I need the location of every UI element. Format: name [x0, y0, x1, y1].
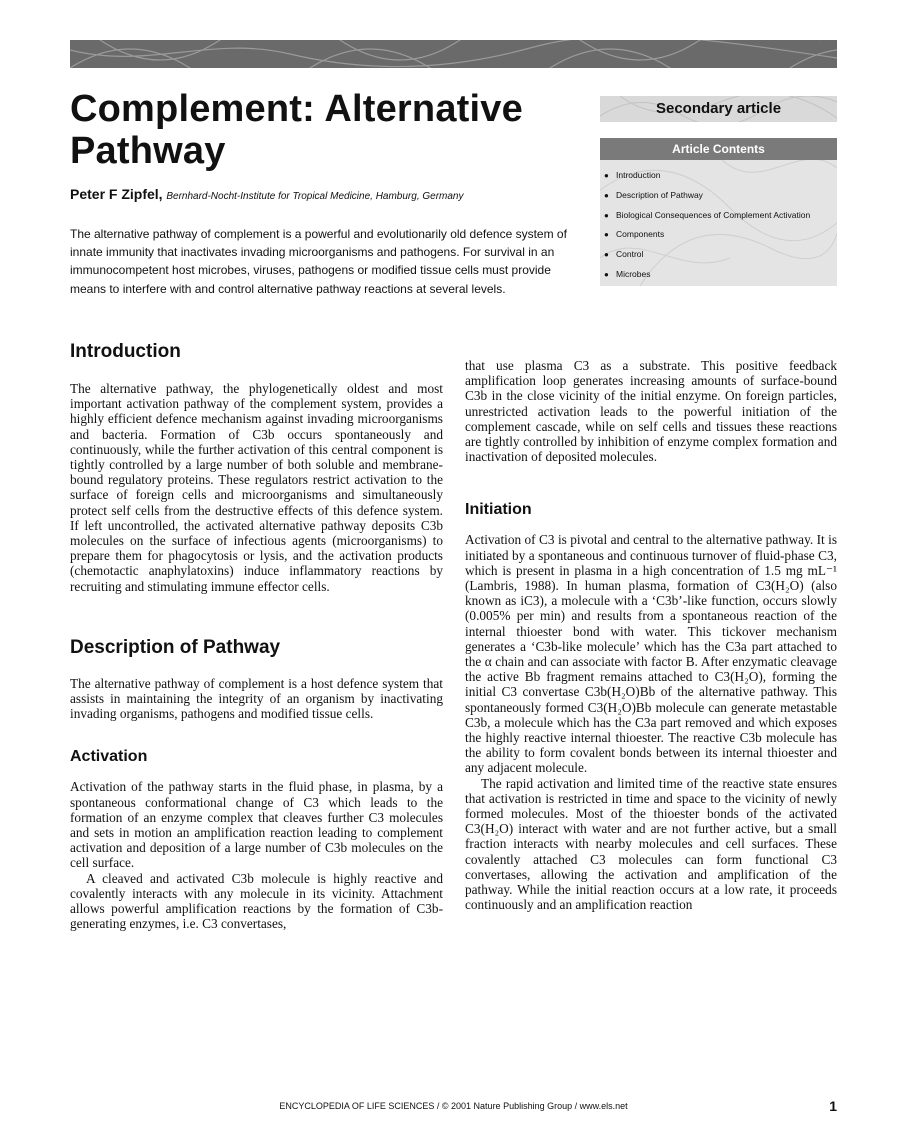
- page-footer: [70, 1098, 837, 1118]
- contents-item[interactable]: [600, 206, 837, 226]
- subsection-heading-activation: Activation: [70, 748, 148, 766]
- bullet-icon: ●: [604, 269, 609, 279]
- contents-item[interactable]: [600, 186, 837, 206]
- contents-item-label: Biological Consequences of Complement Activation: [616, 209, 811, 220]
- author-name: Peter F Zipfel,: [70, 186, 163, 202]
- description-paragraph: The alternative pathway of complement is a host defence system that assists in maintaining the integrity of an organism by inactivating invading organisms, pathogens and modified tissue cells.: [70, 675, 443, 722]
- contents-item[interactable]: [600, 166, 837, 186]
- subsection-heading-initiation: Initiation: [465, 501, 532, 519]
- footer-citation: ENCYCLOPEDIA OF LIFE SCIENCES / © 2001 Nature Publishing Group / www.els.net: [279, 1101, 628, 1111]
- article-type-label: Secondary article: [655, 100, 782, 117]
- author-line: [70, 186, 464, 202]
- bullet-icon: ●: [604, 190, 609, 200]
- section-heading-description: Description of Pathway: [70, 636, 281, 658]
- initiation-paragraph-1: Activation of C3 is pivotal and central to the alternative pathway. It is initiated by a spontaneous and continuous turnover of fluid-phase C3, which is present in plasma in a high concentration of 1.5 mg mL⁻¹ (Lambris, 1988). In human plasma, formation of C3(H₂O) (also known as iC3), a molecule with a ‘C3b’-like function, occurs slowly (0.005% per min) and results from a spontaneous reaction of the internal thioester bond with water. This tickover mechanism generates a ‘C3b-like molecule’ which has the C3a part attached to the α chain and can associate with factor B. After enzymatic cleavage the active Bb fragment remains attached to C3(H₂O), forming the initial C3 convertase C3b(H₂O)Bb of the alternative pathway. This spontaneously formed C3(H₂O)Bb molecule can generate metastable C3b, a molecule which has the C3a part removed and which exposes the highly reactive internal thioester. The reactive C3b molecule has the ability to form covalent bonds between its internal thioester and any adjacent molecule.: [465, 532, 837, 776]
- contents-item-label: Description of Pathway: [616, 189, 703, 200]
- bullet-icon: ●: [604, 230, 609, 240]
- contents-item-label: Microbes: [616, 268, 651, 279]
- introduction-paragraph: The alternative pathway, the phylogenetically oldest and most important activation pathway of the complement system, provides a highly efficient defence mechanism against invading microorganisms and bacteria. Formation of C3b occurs spontaneously and continuously, while the further activation of this central component is tightly controlled by a large number of both soluble and membrane-bound regulatory proteins. These regulators restrict activation to the surface of foreign cells and microorganisms and simultaneously protect self cells from the destructive effects of this defence system. If left uncontrolled, the activated alternative pathway deposits C3b molecules on the surface of infectious agents (microorganisms) to prepare them for phagocytosis or lysis, and the activation products (chemotactic anaphylatoxins) induce inflammatory reactions by recruiting and stimulating immune effector cells.: [70, 381, 443, 594]
- activation-paragraph-2: A cleaved and activated C3b molecule is highly reactive and covalently interacts with any molecule in its vicinity. Attachment allows powerful amplification reactions by the formation of C3b-generating enzymes, i.e. C3 convertases,: [70, 870, 443, 932]
- contents-item[interactable]: [600, 245, 837, 265]
- left-column: [70, 340, 443, 931]
- banner-pattern: [70, 40, 837, 68]
- bullet-icon: ●: [604, 210, 609, 220]
- contents-item-label: Components: [616, 229, 665, 240]
- bullet-icon: ●: [604, 250, 609, 260]
- article-contents-box: [600, 138, 837, 286]
- initiation-paragraph-2: The rapid activation and limited time of the reactive state ensures that activation is restricted in time and space to the vicinity of newly formed molecules. Most of the thioester bonds of the activated C3(H₂O) interact with water and are not further active, but a small fraction interacts with nearby molecules and cell surfaces. These covalently attached C3 molecules can form functional C3 convertases, allowing the activation and amplification of the pathway. While the initial reaction occurs at a low rate, it proceeds continuously and an amplification reaction: [465, 775, 837, 913]
- bullet-icon: ●: [604, 171, 609, 180]
- article-title: Complement: Alternative Pathway: [70, 88, 523, 172]
- decorative-banner: [70, 40, 837, 68]
- activation-paragraph-1: Activation of the pathway starts in the fluid phase, in plasma, by a spontaneous conformational change of C3 which leads to the formation of an enzyme complex that cleaves further C3 molecules and sets in motion an amplification reaction leading to complement activation and deposition of a large number of C3b molecules on the cell surface.: [70, 779, 443, 871]
- article-sidebar: [600, 96, 837, 286]
- contents-item[interactable]: [600, 265, 837, 285]
- contents-heading: Article Contents: [600, 138, 837, 160]
- contents-item-label: Control: [616, 249, 644, 260]
- author-affiliation: Bernhard-Nocht-Institute for Tropical Medicine, Hamburg, Germany: [166, 191, 464, 202]
- activation-paragraph-3: that use plasma C3 as a substrate. This positive feedback amplification loop generates increasing amounts of surface-bound C3b in the close vicinity of the initial enzyme. On foreign particles, unrestricted activation leads to the powerful initiation of the complement cascade, while on self cells and tissues these reactions are tightly controlled by inhibition of enzyme complex formation and inactivation of deposited molecules.: [465, 358, 837, 465]
- contents-item[interactable]: [600, 225, 837, 245]
- contents-list: [600, 166, 837, 285]
- page-number: 1: [829, 1098, 837, 1114]
- contents-item-label: Introduction: [616, 170, 661, 180]
- right-column: [465, 358, 837, 913]
- article-type-banner: [600, 96, 837, 122]
- abstract: The alternative pathway of complement is a powerful and evolutionarily old defence system of innate immunity that inactivates invading microorganisms and pathogens. For survival in an immunocompetent host microbes, viruses, pathogens or modified tissue cells must provide means to interfere with and control alternative pathway reactions at several levels.: [70, 227, 567, 296]
- section-heading-introduction: Introduction: [70, 341, 181, 362]
